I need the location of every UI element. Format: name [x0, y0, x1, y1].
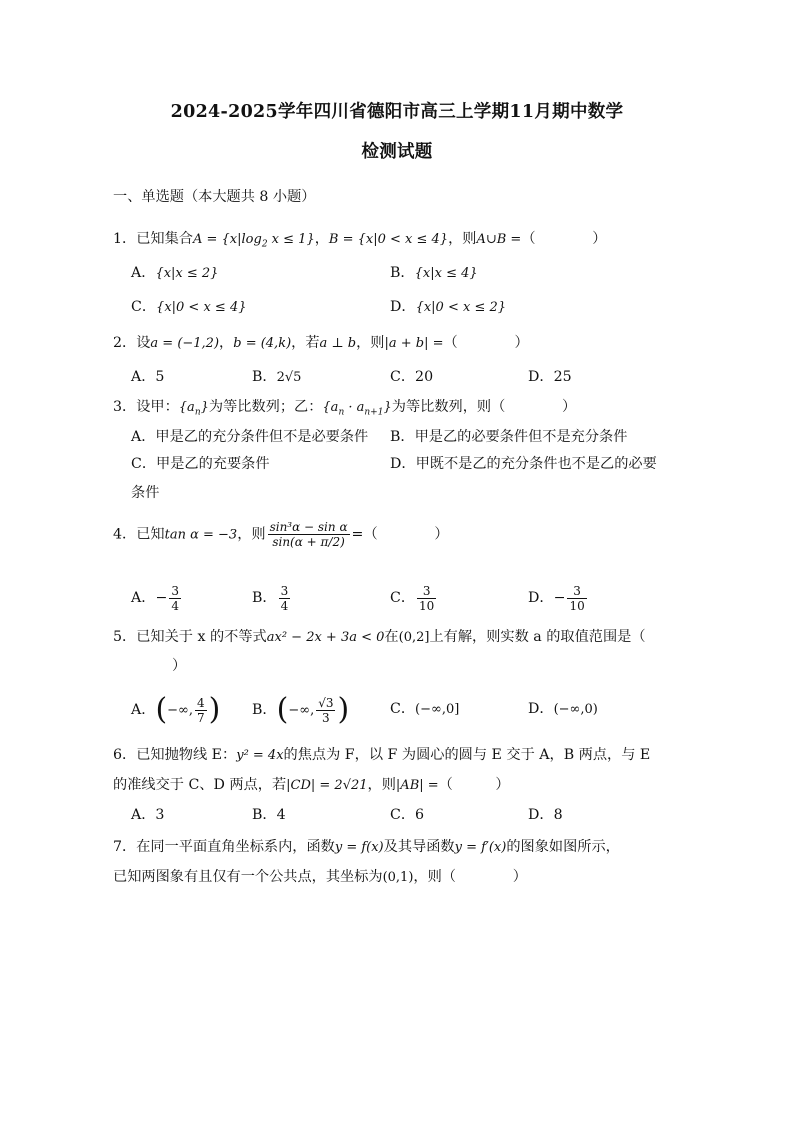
q5-b-num: √3: [318, 695, 334, 710]
q5-b-value: −∞,: [288, 703, 315, 718]
q1-expr: A∪B =: [476, 232, 522, 247]
q2-option-b: [252, 368, 301, 387]
q2-b-label: B．: [252, 369, 277, 385]
q6-text: 6．已知抛物线 E：: [113, 747, 237, 763]
q6-text-d: ，则: [367, 777, 396, 793]
q7-text-c: 的图象如图所示，: [506, 839, 620, 855]
q7-text: 7．在同一平面直角坐标系内，函数: [113, 839, 335, 855]
question-3-stem: [113, 398, 576, 422]
q6-option-c: C．6: [390, 807, 425, 823]
q3-seq-a-end: }: [200, 400, 209, 415]
q4-tan: tan α = −3: [164, 527, 238, 543]
q1-set-a: [192, 232, 315, 250]
q1-option-c: [131, 298, 247, 317]
q2-abs: |a + b| =: [384, 336, 444, 351]
q1-text-b: ，则: [448, 231, 477, 247]
q1-set-a-end: x ≤ 1}: [267, 232, 315, 247]
q3-option-d-cont: 条件: [131, 485, 160, 501]
q7-point: (0,1): [382, 870, 414, 885]
q1-sep: ，: [314, 231, 329, 247]
q6-ab: |AB| =: [395, 778, 439, 793]
q4-c-num: 3: [417, 584, 436, 599]
q5-b-frac: [316, 696, 335, 725]
question-2-stem: [113, 334, 529, 353]
q1-d-value: {x|0 < x ≤ 2}: [415, 300, 507, 315]
q4-a-sign: −: [155, 590, 168, 606]
q4-a-frac: [169, 584, 181, 613]
q4-text-b: ，则: [237, 526, 266, 543]
q5-b-rparen: ): [337, 692, 350, 727]
q7-text-b: 及其导函数: [383, 839, 455, 855]
q6-answer-paren: （ ）: [438, 777, 510, 793]
q3-text: 3．设甲：: [113, 399, 179, 415]
q3-option-d: D．甲既不是乙的充分条件也不是乙的必要: [390, 456, 657, 472]
q5-a-frac: [195, 696, 207, 725]
q2-text: 2．设: [113, 335, 151, 351]
q4-d-sign: −: [553, 590, 566, 606]
q4-numerator: sin³α − sin α: [269, 520, 348, 534]
q3-seq-b-sub2: n+1: [364, 407, 384, 418]
q2-vec-b: b = (4,k): [233, 336, 292, 351]
q4-d-den: 10: [569, 598, 585, 613]
q4-b-label: B．: [252, 590, 277, 606]
q4-a-label: A．: [131, 590, 156, 606]
q5-b-label: B．: [252, 702, 277, 718]
q1-answer-paren: （ ）: [521, 231, 607, 247]
q3-seq-b-main: {a: [322, 400, 339, 415]
q1-c-label: C．: [131, 299, 157, 315]
q1-set-a-sub: 2: [261, 239, 268, 250]
q6-cd: |CD| = 2√21: [286, 778, 368, 793]
q7-f: y = f(x): [334, 840, 384, 855]
q1-a-value: {x|x ≤ 2}: [155, 266, 219, 281]
q3-seq-a-main: {a: [178, 400, 195, 415]
q1-option-b: [390, 264, 478, 283]
question-6-stem: [113, 746, 650, 765]
q2-text-b: ，若: [291, 335, 320, 351]
q4-eq: =: [351, 526, 364, 543]
q3-seq-a: [178, 400, 209, 418]
q2-option-d: D．25: [528, 369, 572, 385]
q4-b-num: 3: [280, 583, 289, 598]
q3-text-c: 为等比数列，则（ ）: [391, 399, 577, 415]
q5-d-value: (−∞,0): [553, 702, 598, 717]
q5-a-den: 7: [197, 710, 205, 725]
q3-option-a: A．甲是乙的充分条件但不是必要条件: [131, 429, 369, 445]
question-5-stem-cont: ）: [172, 658, 187, 674]
q4-denominator: sin(α + π/2): [272, 535, 345, 549]
q5-text-c: 上有解，则实数 a 的取值范围是（: [429, 629, 646, 645]
q1-a-label: A．: [131, 265, 156, 281]
q1-b-value: {x|x ≤ 4}: [414, 266, 478, 281]
q4-c-label: C．: [390, 590, 416, 606]
q3-seq-a-sub: n: [194, 407, 201, 418]
q5-c-label: C．: [390, 701, 416, 717]
q6-option-b: B．4: [252, 807, 286, 823]
page-subtitle: 检测试题: [361, 142, 433, 162]
q3-seq-b: [322, 400, 392, 418]
q6-option-d: D．8: [528, 807, 563, 823]
q1-set-b: B = {x|0 < x ≤ 4}: [328, 232, 449, 247]
q3-option-b: B．甲是乙的必要条件但不是充分条件: [390, 429, 628, 445]
q5-c-value: (−∞,0]: [415, 702, 460, 717]
q5-a-num: 4: [197, 695, 205, 710]
q1-b-label: B．: [390, 265, 415, 281]
q5-text-b: 在: [384, 629, 399, 645]
q4-option-d: [528, 580, 589, 616]
q1-set-a-main: A = {x|log: [192, 232, 262, 247]
question-4-stem: [113, 520, 449, 549]
q4-a-num: 3: [171, 583, 179, 598]
q4-text: 4．已知: [113, 526, 165, 543]
q3-option-c: C．甲是乙的充要条件: [131, 456, 270, 472]
q1-text: 1．已知集合: [113, 231, 193, 247]
question-6-stem-cont: [113, 776, 510, 795]
q3-seq-b-sub: n: [338, 407, 345, 418]
q5-a-label: A．: [131, 702, 156, 718]
q5-a-value: −∞,: [167, 703, 194, 718]
question-1-stem: [113, 230, 606, 254]
q4-option-b: [252, 580, 292, 616]
q2-sep: ，: [219, 335, 234, 351]
q7-text-e: ，则（ ）: [413, 869, 527, 885]
q7-text-d: 已知两图象有且仅有一个公共点，其坐标为: [113, 869, 383, 885]
q5-option-c: [390, 700, 459, 719]
q2-vec-a: a = (−1,2): [150, 336, 220, 351]
q4-d-num: 3: [567, 584, 586, 599]
q4-c-den: 10: [419, 598, 435, 613]
q5-a-rparen: ): [208, 692, 221, 727]
q4-a-den: 4: [171, 598, 179, 613]
q2-option-c: C．20: [390, 369, 434, 385]
q1-c-value: {x|0 < x ≤ 4}: [156, 300, 247, 315]
question-7-stem-cont: [113, 868, 527, 887]
q2-option-a: A．5: [131, 369, 165, 385]
q5-option-d: [528, 700, 598, 719]
q5-b-den: 3: [322, 710, 330, 725]
q4-fraction: [268, 520, 350, 549]
q3-text-b: 为等比数列；乙：: [208, 399, 323, 415]
q6-text-c: 的准线交于 C、D 两点，若: [113, 777, 287, 793]
q1-option-d: [390, 298, 506, 317]
q5-text: 5．已知关于 x 的不等式: [113, 629, 267, 645]
q2-perp: a ⊥ b: [319, 336, 357, 351]
q6-text-b: 的焦点为 F，以 F 为圆心的圆与 E 交于 A，B 两点，与 E: [283, 747, 651, 763]
section-heading: 一、单选题（本大题共 8 小题）: [113, 189, 316, 205]
q5-option-a: [131, 692, 220, 729]
q2-b-value: 2√5: [276, 370, 302, 385]
q4-c-frac: [417, 584, 436, 613]
q4-answer-paren: （ ）: [363, 526, 449, 543]
q4-option-a: [131, 580, 183, 616]
q5-interval: (0,2]: [398, 630, 430, 645]
q1-d-label: D．: [390, 299, 416, 315]
q2-answer-paren: （ ）: [443, 335, 529, 351]
q4-d-label: D．: [528, 590, 554, 606]
q4-b-den: 4: [280, 598, 289, 613]
q2-text-c: ，则: [356, 335, 385, 351]
page-title: 2024-2025学年四川省德阳市高三上学期11月期中数学: [170, 102, 624, 122]
q7-fprime: y = f′(x): [454, 840, 507, 855]
q3-seq-b-mid: · a: [344, 400, 365, 415]
question-5-stem: [113, 628, 646, 647]
q5-option-b: [252, 692, 349, 729]
q4-d-frac: [567, 584, 586, 613]
q1-option-a: [131, 264, 218, 283]
q6-parabola: y² = 4x: [236, 748, 284, 763]
q3-seq-b-end: }: [383, 400, 392, 415]
q5-d-label: D．: [528, 701, 554, 717]
q6-option-a: A．3: [131, 807, 165, 823]
question-7-stem: [113, 838, 620, 857]
q5-a-lparen: (: [155, 692, 168, 727]
q5-ineq: ax² − 2x + 3a < 0: [266, 630, 385, 645]
q4-b-frac: [279, 584, 291, 613]
q4-option-c: [390, 580, 438, 616]
q5-b-lparen: (: [276, 692, 289, 727]
